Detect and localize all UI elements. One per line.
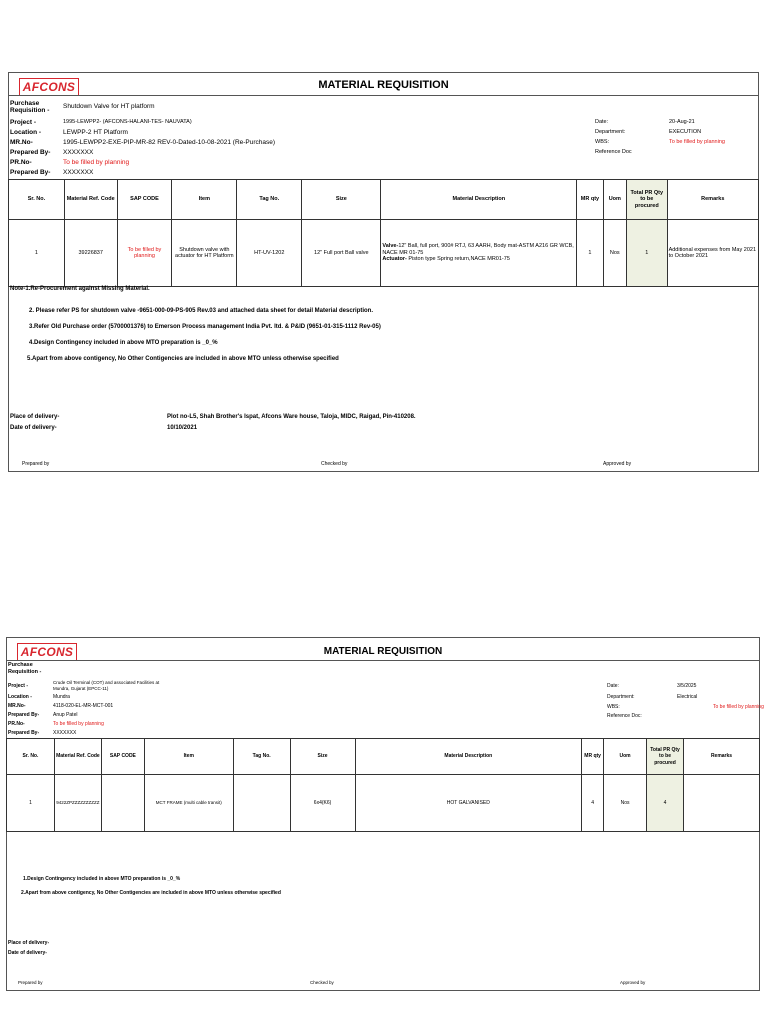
cell-tag: [233, 775, 290, 832]
note-2: 2. Please refer PS for shutdown valve -9651-000-09-PS-905 Rev.03 and attached data sheet for detail Material description.: [29, 308, 374, 314]
col-sr-no: Sr. No.: [9, 180, 65, 220]
date-value: 20-Aug-21: [669, 119, 695, 125]
material-requisition-form-1: [8, 72, 759, 472]
purchase-requisition-label: Purchase Requisition -: [10, 100, 50, 114]
place-of-delivery-label: Place of delivery-: [8, 940, 50, 946]
col-tag-no: Tag No.: [237, 180, 302, 220]
col-material-ref-code: Material Ref. Code: [54, 739, 101, 775]
location-value: LEWPP-2 HT Platform: [63, 129, 128, 136]
project-value: 1995-LEWPP2- (AFCONS-HALANI-TES- NAUVATA): [63, 119, 192, 125]
col-mr-qty: MR qty: [582, 739, 604, 775]
col-remarks: Remarks: [684, 739, 760, 775]
cell-uom: Nos: [604, 775, 647, 832]
afcons-logo: AFCONS: [19, 78, 79, 96]
project-label: Project -: [8, 683, 29, 689]
note-1: Note-1.Re-Procurement against Missing Material.: [10, 286, 150, 292]
cell-sap: To be filled by planning: [117, 220, 172, 287]
cell-description: [381, 220, 577, 287]
approved-by-signature: Approved by: [620, 980, 646, 985]
prepared-by-value: Anup Patel: [53, 712, 78, 718]
col-mr-qty: MR qty: [577, 180, 603, 220]
material-requisition-form-2: [6, 637, 764, 991]
col-remarks: Remarks: [667, 180, 758, 220]
table-header-row: [7, 739, 760, 775]
col-uom: Uom: [603, 180, 626, 220]
table-row: [7, 775, 760, 832]
date-label: Date:: [607, 683, 619, 689]
cell-sap: [101, 775, 144, 832]
cell-qty: 4: [582, 775, 604, 832]
cell-tag: HT-UV-1202: [237, 220, 302, 287]
cell-ref: 9422ZPZZZZZZZZZZ: [54, 775, 101, 832]
mr-no-label: MR.No-: [8, 703, 26, 709]
purchase-requisition-label: Purchase Requisition -: [8, 662, 42, 675]
prepared-by-label: Prepared By-: [10, 149, 51, 156]
place-of-delivery-value: Plot no-L5, Shah Brother's Ispat, Afcons Ware house, Taloja, MIDC, Raigad, Pin-410208.: [167, 414, 416, 420]
reference-doc-label: Reference Doc:: [607, 713, 642, 719]
cell-remarks: [684, 775, 760, 832]
checked-by-signature: Checked by: [321, 461, 348, 467]
pr-no-label: PR.No-: [8, 721, 25, 727]
cell-qty: 1: [577, 220, 603, 287]
cell-description: HOT GALVANISED: [355, 775, 582, 832]
prepared-by-label: Prepared By-: [8, 712, 40, 718]
note-1: 1.Design Contingency included in above MTO preparation is _0_%: [23, 876, 181, 882]
wbs-value: To be filled by planning: [713, 704, 764, 710]
col-item: Item: [144, 739, 233, 775]
col-uom: Uom: [604, 739, 647, 775]
material-table: [8, 179, 759, 287]
note-2: 2.Apart from above contigency, No Other Contigencies are included in above MTO unless otherwise specified: [21, 890, 281, 896]
valve-label: Valve-: [382, 243, 399, 250]
prepared-by-value-2: XXXXXXX: [53, 730, 77, 736]
pr-no-value: To be filled by planning: [63, 159, 130, 166]
location-label: Location -: [10, 129, 42, 136]
prepared-by-signature: Prepared by: [22, 461, 50, 467]
cell-remarks: Additional expenses from May 2021 to October 2021: [667, 220, 758, 287]
reference-doc-label: Reference Doc: [595, 149, 632, 155]
cell-size: 6x4(K6): [290, 775, 355, 832]
prepared-by-value-2: XXXXXXX: [63, 169, 94, 176]
actuator-label: Actuator-: [382, 256, 407, 263]
table-header-row: [9, 180, 759, 220]
col-material-ref-code: Material Ref. Code: [64, 180, 117, 220]
location-label: Location -: [8, 694, 32, 700]
approved-by-signature: Approved by: [603, 461, 632, 467]
department-value: Electrical: [677, 694, 698, 700]
purchase-requisition-value: Shutdown Valve for HT platform: [63, 103, 155, 110]
location-value: Mundra: [53, 694, 70, 700]
date-of-delivery-label: Date of delivery-: [10, 425, 57, 431]
cell-item: MCT FRAME (multi cable transit): [144, 775, 233, 832]
col-tag-no: Tag No.: [233, 739, 290, 775]
prepared-by-signature: Prepared by: [18, 980, 43, 985]
prepared-by-value: XXXXXXX: [63, 149, 94, 156]
place-of-delivery-label: Place of delivery-: [10, 414, 60, 420]
cell-sr: 1: [7, 775, 55, 832]
col-total-pr-qty: Total PR Qty to be procured: [626, 180, 667, 220]
pr-no-label: PR.No-: [10, 159, 32, 166]
col-size: Size: [302, 180, 381, 220]
wbs-label: WBS:: [607, 704, 620, 710]
date-of-delivery-value: 10/10/2021: [167, 425, 198, 431]
date-label: Date:: [595, 119, 609, 125]
checked-by-signature: Checked by: [310, 980, 334, 985]
cell-total: 4: [647, 775, 684, 832]
prepared-by-label-2: Prepared By-: [8, 730, 40, 736]
project-label: Project -: [10, 119, 37, 126]
form-title: MATERIAL REQUISITION: [323, 646, 443, 657]
actuator-description: Piston type Spring return,NACE MR01-75: [406, 256, 510, 263]
afcons-logo: AFCONS: [17, 643, 77, 661]
mr-no-label: MR.No-: [10, 139, 33, 146]
cell-item: Shutdown valve with actuator for HT Platform: [172, 220, 237, 287]
cell-ref: 39226837: [64, 220, 117, 287]
cell-sr: 1: [9, 220, 65, 287]
col-sr-no: Sr. No.: [7, 739, 55, 775]
cell-total: 1: [626, 220, 667, 287]
note-5: 5.Apart from above contigency, No Other Contigencies are included in above MTO unless otherwise specified: [27, 356, 339, 362]
prepared-by-label-2: Prepared By-: [10, 169, 51, 176]
cell-uom: Nos: [603, 220, 626, 287]
material-table: [6, 738, 760, 832]
col-item: Item: [172, 180, 237, 220]
form-title: MATERIAL REQUISITION: [318, 79, 449, 91]
col-sap-code: SAP CODE: [117, 180, 172, 220]
date-value: 3/5/2025: [677, 683, 697, 689]
department-label: Department:: [595, 129, 626, 135]
cell-size: 12" Full port Ball valve: [302, 220, 381, 287]
department-value: EXECUTION: [669, 129, 702, 135]
note-4: 4.Design Contingency included in above MTO preparation is _0_%: [29, 340, 218, 346]
col-material-description: Material Description: [381, 180, 577, 220]
valve-description: 12" Ball, full port, 900# RTJ, 63 AARH, Body mat-ASTM A216 GR WCB, NACE MR 01-75: [382, 243, 574, 256]
mr-no-value: 1995-LEWPP2-EXE-PIP-MR-82 REV-0-Dated-10-08-2021 (Re-Purchase): [63, 139, 276, 146]
wbs-label: WBS:: [595, 139, 610, 145]
mr-no-value: 4118-020-EL-MR-MCT-001: [53, 703, 114, 709]
col-size: Size: [290, 739, 355, 775]
col-sap-code: SAP CODE: [101, 739, 144, 775]
pr-no-value: To be filled by planning: [53, 721, 104, 727]
project-value: Crude Oil Terminal (COT) and associated Facilities at Mundra, Gujarat (EPCC-11): [53, 680, 160, 691]
department-label: Department:: [607, 694, 635, 700]
table-row: [9, 220, 759, 287]
wbs-value: To be filled by planning: [669, 139, 725, 145]
date-of-delivery-label: Date of delivery-: [8, 950, 47, 956]
note-3: 3.Refer Old Purchase order (5700001376) to Emerson Process management India Pvt. ltd. & P&ID (9651-01-315-1112 Rev-05): [29, 324, 381, 330]
col-material-description: Material Description: [355, 739, 582, 775]
col-total-pr-qty: Total PR Qty to be procured: [647, 739, 684, 775]
